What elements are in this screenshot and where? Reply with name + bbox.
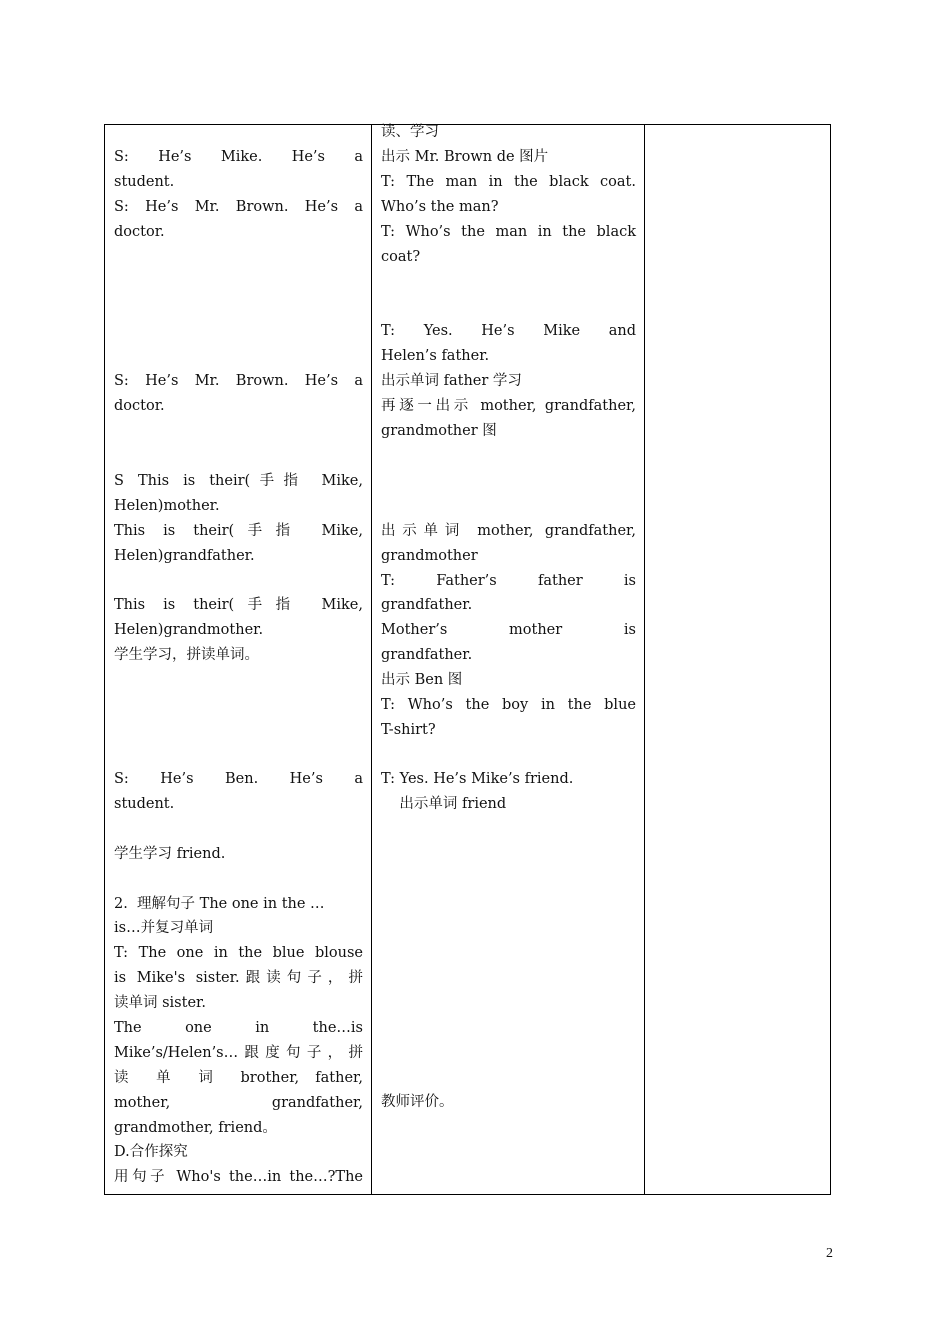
- teacher-activity-line: 出示 Ben 图: [381, 672, 463, 688]
- student-activity-line: 学生学习 friend.: [114, 846, 226, 862]
- teacher-activity-line: T: Father’s father is: [381, 573, 636, 589]
- student-activity-line: S: He’s Mike. He’s a: [114, 149, 363, 165]
- teacher-activity-line: T: Who’s the boy in the blue: [381, 697, 636, 713]
- teacher-activity-line: grandmother: [381, 548, 478, 564]
- column-divider-2: [644, 125, 645, 1194]
- student-activity-line: doctor.: [114, 224, 165, 240]
- teacher-activity-line: Mother’s mother is: [381, 622, 636, 638]
- lesson-table: [104, 124, 831, 1195]
- teacher-activity-line: 出示单词 friend: [381, 796, 507, 812]
- teacher-activity-line: T: The man in the black coat.: [381, 174, 636, 190]
- student-activity-line: 学生学习，拼读单词。: [114, 647, 259, 663]
- student-activity-line: student.: [114, 796, 175, 812]
- student-activity-line: mother, grandfather,: [114, 1095, 363, 1111]
- teacher-activity-line: T: Yes. He’s Mike and: [381, 323, 636, 339]
- student-activity-line: D.合作探究: [114, 1144, 188, 1160]
- student-activity-line: Helen)grandfather.: [114, 548, 255, 564]
- student-activity-line: 2. 理解句子 The one in the …: [114, 896, 325, 912]
- student-activity-line: 读单词 sister.: [114, 995, 206, 1011]
- student-activity-line: T: The one in the blue blouse: [114, 945, 363, 961]
- teacher-activity-line: 出示单词 father 学习: [381, 373, 522, 389]
- student-activity-line: doctor.: [114, 398, 165, 414]
- teacher-activity-line: T: Who’s the man in the black: [381, 224, 636, 240]
- teacher-activity-line: grandmother 图: [381, 423, 497, 439]
- student-activity-line: The one in the…is: [114, 1020, 363, 1036]
- teacher-activity-line: coat?: [381, 249, 421, 265]
- student-activity-line: 读 单 词 brother, father,: [114, 1070, 363, 1086]
- student-activity-line: S This is their(手指 Mike,: [114, 473, 363, 489]
- student-activity-line: student.: [114, 174, 175, 190]
- page-number: 2: [826, 1246, 833, 1261]
- student-activity-line: Mike’s/Helen’s…跟度句子，拼: [114, 1045, 363, 1061]
- teacher-activity-line: 读、学习: [381, 124, 439, 140]
- column-divider-1: [371, 125, 372, 1194]
- teacher-activity-line: grandfather.: [381, 597, 473, 613]
- teacher-activity-line: T-shirt?: [381, 722, 436, 738]
- teacher-activity-line: grandfather.: [381, 647, 473, 663]
- student-activity-line: grandmother, friend。: [114, 1120, 277, 1136]
- teacher-activity-line: 教师评价。: [381, 1094, 454, 1110]
- student-activity-line: This is their(手指 Mike,: [114, 597, 363, 613]
- teacher-activity-line: Helen’s father.: [381, 348, 490, 364]
- student-activity-line: S: He’s Mr. Brown. He’s a: [114, 373, 363, 389]
- student-activity-line: Helen)grandmother.: [114, 622, 264, 638]
- student-activity-line: Helen)mother.: [114, 498, 220, 514]
- teacher-activity-line: Who’s the man?: [381, 199, 499, 215]
- student-activity-line: is Mike's sister.跟读句子，拼: [114, 970, 363, 986]
- student-activity-line: S: He’s Ben. He’s a: [114, 771, 363, 787]
- teacher-activity-line: 再逐一出示 mother, grandfather,: [381, 398, 636, 414]
- teacher-activity-line: T: Yes. He’s Mike’s friend.: [381, 771, 574, 787]
- student-activity-line: is…并复习单词: [114, 920, 214, 936]
- student-activity-line: S: He’s Mr. Brown. He’s a: [114, 199, 363, 215]
- student-activity-line: 用句子 Who's the…in the…?The: [114, 1169, 363, 1185]
- teacher-activity-line: 出示单词 mother, grandfather,: [381, 523, 636, 539]
- teacher-activity-line: 出示 Mr. Brown de 图片: [381, 149, 549, 165]
- student-activity-line: This is their(手指 Mike,: [114, 523, 363, 539]
